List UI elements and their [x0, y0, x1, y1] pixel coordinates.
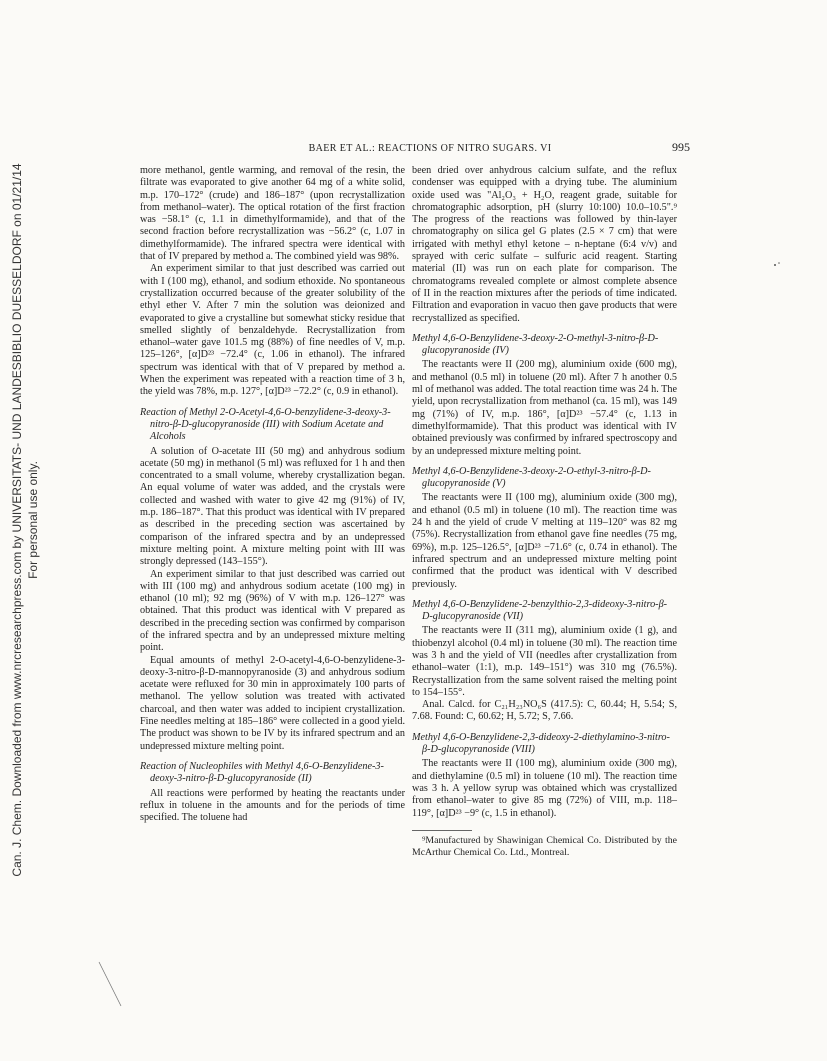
- paragraph: The reactants were II (100 mg), aluminium oxide (300 mg), and diethylamine (0.5 ml) in toluene (10 ml). The reaction time was 3 h. A yellow syrup was obtained which was crystallized from ethanol–water to give 85 mg (72%) of VIII, m.p. 118–119°, [α]D²³ −9° (c, 1.5 in ethanol).: [412, 758, 677, 819]
- section-heading: Methyl 4,6-O-Benzylidene-3-deoxy-2-O-ethyl-3-nitro-β-D-glucopyranoside (V): [412, 465, 651, 490]
- download-notice-line: Can. J. Chem. Downloaded from www.nrcresearchpress.com by UNIVERSITATS- UND LANDESBIBLIO DUESSELDORF on 01/21/14: [10, 163, 24, 877]
- page-number: 995: [672, 140, 690, 154]
- running-head: BAER ET AL.: REACTIONS OF NITRO SUGARS. VI: [308, 143, 552, 154]
- paragraph: The reactants were II (200 mg), aluminium oxide (600 mg), and methanol (0.5 ml) in toluene (20 ml). After 7 h another 0.5 ml of methanol was added. The total reaction time was 24 h. The yield, upon recrystallization from methanol (ca. 15 ml), was 149 mg (71%) of IV, m.p. 186°, [α]D²³ −57.4° (c, 1.13 in dimethylformamide). That this product was identical with IV obtained previously was confirmed by infrared spectroscopy and by an undepressed mixture melting point.: [412, 359, 677, 457]
- right-column: [412, 165, 677, 859]
- download-watermark: [0, 0, 50, 1061]
- paragraph: been dried over anhydrous calcium sulfate, and the reflux condenser was equipped with a drying tube. The aluminium oxide used was "Al₂O₃ + H₂O, reagent grade, suitable for chromatographic adsorption, pH (slurry 10:100) 10.0–10.5".⁹ The progress of the reactions was followed by thin-layer chromatography on silica gel G plates (2.5 × 7 cm) that were irrigated with methyl ethyl ketone – n-heptane (6:4 v/v) and sprayed with ceric sulfate – sulfuric acid reagent. Starting material (II) was run on each plate for comparison. The chromatograms revealed complete or almost complete absence of II in the reaction mixtures after the periods of time indicated. Filtration and evaporation in vacuo then gave products that were recrystallized as specified.: [412, 165, 677, 324]
- paragraph: more methanol, gentle warming, and removal of the resin, the filtrate was evaporated to give another 64 mg of a white solid, m.p. 170–172° (crude) and 186–187° (upon recrystallization from methanol–water). The optical rotation of the first fraction was −58.1° (c, 1.1 in dimethylformamide), and that of the second fraction before recrystallization was −56.2° (c, 1.07 in dimethylformamide). The infrared spectra were identical with that of IV prepared by method a. The combined yield was 98%.: [140, 165, 405, 263]
- left-column: [140, 165, 405, 824]
- scan-pen-mark: [95, 960, 125, 1010]
- paragraph: Anal. Calcd. for C₂₁H₂₃NO₆S (417.5): C, 60.44; H, 5.54; S, 7.68. Found: C, 60.62; H, 5.72; S, 7.66.: [412, 699, 677, 723]
- paragraph: Equal amounts of methyl 2-O-acetyl-4,6-O-benzylidene-3-deoxy-3-nitro-β-D-mannopyranoside (3) and anhydrous sodium acetate were refluxed for 30 min in approximately 100 parts of methanol. The yellow solution was treated with activated charcoal, and then water was added to incipient crystallization. Fine needles melting at 185–186° were collected in a good yield. The product was shown to be IV by its infrared spectrum and an undepressed mixture melting point.: [140, 654, 405, 752]
- section-heading: Methyl 4,6-O-Benzylidene-2-benzylthio-2,3-dideoxy-3-nitro-β-D-glucopyranoside (VII): [412, 598, 668, 623]
- section-heading: Reaction of Methyl 2-O-Acetyl-4,6-O-benzylidene-3-deoxy-3-nitro-β-D-glucopyranoside (III) with Sodium Acetate and Alcohols: [140, 406, 391, 443]
- paragraph: The reactants were II (100 mg), aluminium oxide (300 mg), and ethanol (0.5 ml) in toluene (10 ml). The reaction time was 24 h and the yield of crude V melting at 119–120° was 82 mg (75%). Recrystallization from ethanol gave fine needles (75 mg, 69%), m.p. 125–126.5°, [α]D²³ −71.6° (c, 0.74 in ethanol). The infrared spectrum and an undepressed mixture melting point confirmed that the product was identical with V described previously.: [412, 492, 677, 590]
- paragraph: An experiment similar to that just described was carried out with I (100 mg), ethanol, and sodium ethoxide. No spontaneous crystallization occurred because of the greater solubility of the ethyl ether V. After 7 min the solution was deionized and evaporated to give a crystalline but somewhat sticky residue that smelled slightly of benzaldehyde. Recrystallization from ethanol–water gave 101.5 mg (88%) of fine needles of V, m.p. 125–126°, [α]D²³ −72.4° (c, 1.06 in ethanol). The infrared spectrum was identical with that of V prepared by method a. When the experiment was repeated with a reaction time of 3 h, the yield was 78%, m.p. 127°, [α]D²³ −72.2° (c, 0.9 in ethanol).: [140, 263, 405, 398]
- footnote: ⁹Manufactured by Shawinigan Chemical Co. Distributed by the McArthur Chemical Co. Ltd., Montreal.: [412, 834, 677, 858]
- paragraph: The reactants were II (311 mg), aluminium oxide (1 g), and thiobenzyl alcohol (0.4 ml) in toluene (30 ml). The reaction time was 3 h and the yield of VII (needles after crystallization from ethanol–water (1:1), m.p. 149–151°) was 310 mg (76.5%). Recrystallization from the same solvent raised the melting point to 154–155°.: [412, 625, 677, 698]
- footnote-rule: [412, 830, 472, 831]
- personal-use-notice: For personal use only.: [26, 461, 40, 579]
- scan-speck: [772, 260, 784, 270]
- section-heading: Reaction of Nucleophiles with Methyl 4,6-O-Benzylidene-3-deoxy-3-nitro-β-D-glucopyranoside (II): [140, 760, 384, 785]
- paragraph: An experiment similar to that just described was carried out with III (100 mg) and anhydrous sodium acetate (100 mg) in ethanol (10 ml); 92 mg (96%) of V with m.p. 126–127° was obtained. That this product was identical with V prepared as described in the preceding section was confirmed by comparison of the infrared spectra and by an undepressed mixture melting point.: [140, 568, 405, 654]
- paragraph: All reactions were performed by heating the reactants under reflux in toluene in the amounts and for the periods of time specified. The toluene had: [140, 787, 405, 824]
- paragraph: A solution of O-acetate III (50 mg) and anhydrous sodium acetate (50 mg) in methanol (5 ml) was refluxed for 1 h and then concentrated to a small volume, whereby crystallization began. An equal volume of water was added, and the crystals were collected and washed with water to give 42 mg (91%) of IV, m.p. 186–187°. That this product was identical with IV prepared as described in the preceding section was ascertained by comparison of the infrared spectra and by an undepressed mixture melting point. A mixture melting point with III was strongly depressed (143–155°).: [140, 445, 405, 568]
- section-heading: Methyl 4,6-O-Benzylidene-2,3-dideoxy-2-diethylamino-3-nitro-β-D-glucopyranoside (VIII): [412, 731, 670, 756]
- section-heading: Methyl 4,6-O-Benzylidene-3-deoxy-2-O-methyl-3-nitro-β-D-glucopyranoside (IV): [412, 332, 659, 357]
